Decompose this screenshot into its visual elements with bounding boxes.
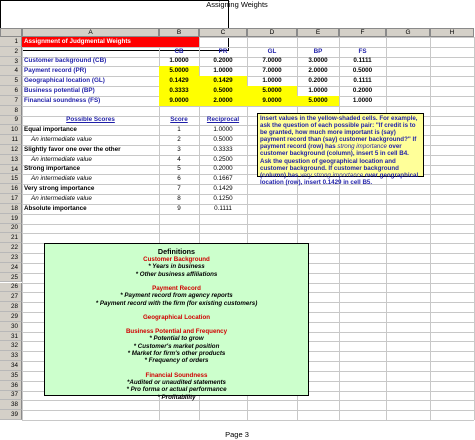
definition-item: * Profitability [157, 393, 196, 401]
row-header-16[interactable]: 16 [0, 184, 22, 194]
sheet-title: Assigning Weights [206, 0, 268, 9]
row-header-33[interactable]: 33 [0, 351, 22, 361]
score-reciprocal[interactable]: 1.0000 [213, 126, 233, 134]
definition-item: * Payment record with the firm (for existing customers) [95, 299, 258, 307]
definition-item: * Years in business [148, 263, 205, 271]
row-header-29[interactable]: 29 [0, 312, 22, 322]
definition-item: * Payment record from agency reports [120, 292, 233, 300]
score-reciprocal[interactable]: 0.1429 [213, 185, 233, 193]
row-header-19[interactable]: 19 [0, 214, 22, 224]
score-value[interactable]: 9 [177, 204, 181, 212]
row-header-7[interactable]: 7 [0, 96, 22, 106]
score-value[interactable]: 7 [177, 185, 181, 193]
row-header-5[interactable]: 5 [0, 76, 22, 86]
matrix-value-cell[interactable]: 2.0000 [308, 67, 328, 75]
row-header-1[interactable]: 1 [0, 37, 22, 47]
row-header-23[interactable]: 23 [0, 253, 22, 263]
row-header-10[interactable]: 10 [0, 125, 22, 135]
column-header-f[interactable]: F [339, 28, 386, 37]
matrix-value-cell[interactable]: 7.0000 [262, 57, 282, 65]
scores-header-reciprocal[interactable]: Reciprocal [206, 116, 240, 124]
matrix-value-cell[interactable]: 5.0000 [159, 66, 199, 76]
row-header-8[interactable]: 8 [0, 106, 22, 116]
gridline [22, 233, 474, 234]
row-header-35[interactable]: 35 [0, 371, 22, 381]
score-label[interactable]: Slightly favor one over the other [24, 145, 121, 153]
score-label[interactable]: Strong importance [24, 165, 80, 173]
definition-item: * Pro forma or actual performance [126, 386, 227, 394]
definition-heading: Financial Soundness [145, 371, 208, 379]
matrix-value-cell[interactable]: 0.5000 [199, 86, 247, 96]
row-header-15[interactable]: 15 [0, 174, 22, 184]
score-label[interactable]: Equal importance [24, 126, 77, 134]
matrix-value-cell[interactable]: 5.0000 [247, 86, 297, 96]
score-label[interactable]: An intermediate value [31, 135, 92, 143]
row-header-11[interactable]: 11 [0, 135, 22, 145]
score-value[interactable]: 6 [177, 175, 181, 183]
definition-heading: Customer Background [143, 256, 210, 263]
row-header-37[interactable]: 37 [0, 391, 22, 401]
note-emphasis: very strong importance [300, 171, 364, 179]
column-header-d[interactable]: D [247, 28, 297, 37]
score-value[interactable]: 3 [177, 145, 181, 153]
note-text: over geographical location (row), insert 0.1429 in cell B5. [260, 171, 419, 186]
matrix-value-cell[interactable]: 0.1111 [353, 77, 372, 85]
matrix-value-cell[interactable]: 0.5000 [352, 67, 373, 75]
row-header-12[interactable]: 12 [0, 145, 22, 155]
gridline [22, 410, 474, 411]
matrix-value-cell[interactable]: 0.2000 [308, 77, 328, 85]
gridline [22, 214, 474, 215]
matrix-value-cell[interactable]: 5.0000 [297, 96, 339, 106]
matrix-value-cell[interactable]: 1.0000 [352, 96, 373, 104]
score-reciprocal[interactable]: 0.1667 [213, 175, 233, 183]
row-header-38[interactable]: 38 [0, 400, 22, 410]
matrix-value-cell[interactable]: 9.0000 [159, 96, 199, 106]
row-header-31[interactable]: 31 [0, 332, 22, 342]
score-value[interactable]: 1 [177, 126, 181, 134]
title-banner-cell[interactable]: Assignment of Judgmental Weights [22, 37, 199, 47]
row-header-34[interactable]: 34 [0, 361, 22, 371]
select-all-corner[interactable] [0, 28, 22, 37]
matrix-header-gl[interactable]: GL [267, 47, 277, 55]
row-header-28[interactable]: 28 [0, 302, 22, 312]
definitions-title: Definitions [157, 247, 196, 256]
score-reciprocal[interactable]: 0.5000 [213, 135, 233, 143]
matrix-value-cell[interactable]: 0.1429 [159, 76, 199, 86]
matrix-header-fs[interactable]: FS [358, 47, 367, 55]
instructions-note [257, 113, 424, 186]
score-label[interactable]: Absolute importance [24, 204, 87, 212]
matrix-value-cell[interactable]: 0.2000 [352, 86, 373, 94]
row-header-18[interactable]: 18 [0, 204, 22, 214]
row-header-17[interactable]: 17 [0, 194, 22, 204]
row-header-39[interactable]: 39 [0, 410, 22, 420]
matrix-row-label[interactable]: Payment record (PR) [24, 67, 87, 75]
row-header-26[interactable]: 26 [0, 283, 22, 293]
matrix-value-cell[interactable]: 0.3333 [159, 86, 199, 96]
score-value[interactable]: 5 [177, 165, 181, 173]
matrix-value-cell[interactable]: 0.2000 [213, 57, 233, 65]
column-header-h[interactable]: H [430, 28, 474, 37]
scores-header-score[interactable]: Score [170, 116, 188, 124]
column-header-b[interactable]: B [159, 28, 199, 37]
matrix-value-cell[interactable]: 0.1111 [353, 57, 372, 65]
matrix-header-cb[interactable]: CB [174, 47, 184, 55]
row-header-4[interactable]: 4 [0, 66, 22, 76]
matrix-value-cell[interactable]: 9.0000 [247, 96, 297, 106]
row-header-32[interactable]: 32 [0, 341, 22, 351]
gridline [386, 37, 387, 420]
matrix-row-label[interactable]: Business potential (BP) [24, 86, 95, 94]
note-text: Ask the question of geographical location and customer background. If customer background (column) has [260, 157, 399, 179]
score-value[interactable]: 2 [177, 135, 181, 143]
gridline [22, 420, 474, 421]
matrix-header-bp[interactable]: BP [313, 47, 323, 55]
gridline [22, 224, 474, 225]
matrix-value-cell[interactable]: 1.0000 [262, 77, 282, 85]
row-header-22[interactable]: 22 [0, 243, 22, 253]
column-header-g[interactable]: G [386, 28, 430, 37]
note-text: over customer background (column), insert 5 in cell B4. [260, 143, 409, 158]
row-header-30[interactable]: 30 [0, 322, 22, 332]
row-header-24[interactable]: 24 [0, 263, 22, 273]
column-header-a[interactable]: A [22, 28, 159, 37]
definition-heading: Business Potential and Frequency [125, 328, 228, 336]
note-emphasis: strong importance [337, 143, 387, 151]
matrix-value-cell[interactable]: 1.0000 [213, 67, 233, 75]
row-header-20[interactable]: 20 [0, 224, 22, 234]
row-header-13[interactable]: 13 [0, 155, 22, 165]
note-text: Insert values in the yellow-shaded cells. For example, ask the question of each possible pair: "If credit is to be granted, how much more important is (say) payment record than (say) customer background?" If payment record (row) has [260, 115, 418, 151]
definitions-box [44, 243, 309, 401]
definition-item: * Frequency of orders [144, 357, 209, 365]
matrix-row-label[interactable]: Financial soundness (FS) [24, 96, 101, 104]
score-label[interactable]: An intermediate value [31, 155, 92, 163]
score-reciprocal[interactable]: 0.1250 [213, 194, 233, 202]
definition-item: * Potential to grow [149, 335, 204, 343]
score-value[interactable]: 4 [177, 155, 181, 163]
row-header-21[interactable]: 21 [0, 233, 22, 243]
definition-item: *Audited or unaudited statements [126, 378, 226, 386]
row-header-14[interactable]: 14 [0, 165, 22, 175]
matrix-value-cell[interactable]: 3.0000 [308, 57, 328, 65]
definition-heading: Geographical Location [142, 313, 211, 321]
matrix-value-cell[interactable]: 1.0000 [169, 57, 189, 65]
row-header-9[interactable]: 9 [0, 116, 22, 126]
score-label[interactable]: Very strong importance [24, 185, 95, 193]
row-header-36[interactable]: 36 [0, 381, 22, 391]
row-header-6[interactable]: 6 [0, 86, 22, 96]
page-footer: Page 3 [225, 430, 249, 439]
score-reciprocal[interactable]: 0.1111 [214, 204, 232, 212]
matrix-row-label[interactable]: Geographical location (GL) [24, 77, 105, 85]
gridline [430, 37, 431, 420]
score-reciprocal[interactable]: 0.3333 [213, 145, 233, 153]
score-label[interactable]: An intermediate value [31, 194, 92, 202]
matrix-value-cell[interactable]: 0.1429 [199, 76, 247, 86]
score-reciprocal[interactable]: 0.2000 [213, 165, 233, 173]
definition-item: * Customer's market position [133, 342, 220, 350]
score-value[interactable]: 8 [177, 194, 181, 202]
score-reciprocal[interactable]: 0.2500 [213, 155, 233, 163]
definition-item: * Other business affiliations [135, 270, 218, 278]
matrix-header-pr[interactable]: PR [218, 47, 228, 55]
matrix-row-label[interactable]: Customer background (CB) [24, 57, 107, 65]
row-header-2[interactable]: 2 [0, 47, 22, 57]
definition-item: * Market for firm's other products [127, 350, 226, 357]
column-header-c[interactable]: C [199, 28, 247, 37]
matrix-value-cell[interactable]: 7.0000 [262, 67, 282, 75]
gridline [22, 106, 474, 107]
row-header-27[interactable]: 27 [0, 292, 22, 302]
matrix-value-cell[interactable]: 2.0000 [199, 96, 247, 106]
row-header-3[interactable]: 3 [0, 57, 22, 67]
row-header-25[interactable]: 25 [0, 273, 22, 283]
column-header-e[interactable]: E [297, 28, 339, 37]
matrix-value-cell[interactable]: 1.0000 [308, 86, 328, 94]
scores-header-label[interactable]: Possible Scores [66, 116, 115, 124]
definition-heading: Payment Record [152, 284, 201, 292]
score-label[interactable]: An intermediate value [31, 175, 92, 183]
